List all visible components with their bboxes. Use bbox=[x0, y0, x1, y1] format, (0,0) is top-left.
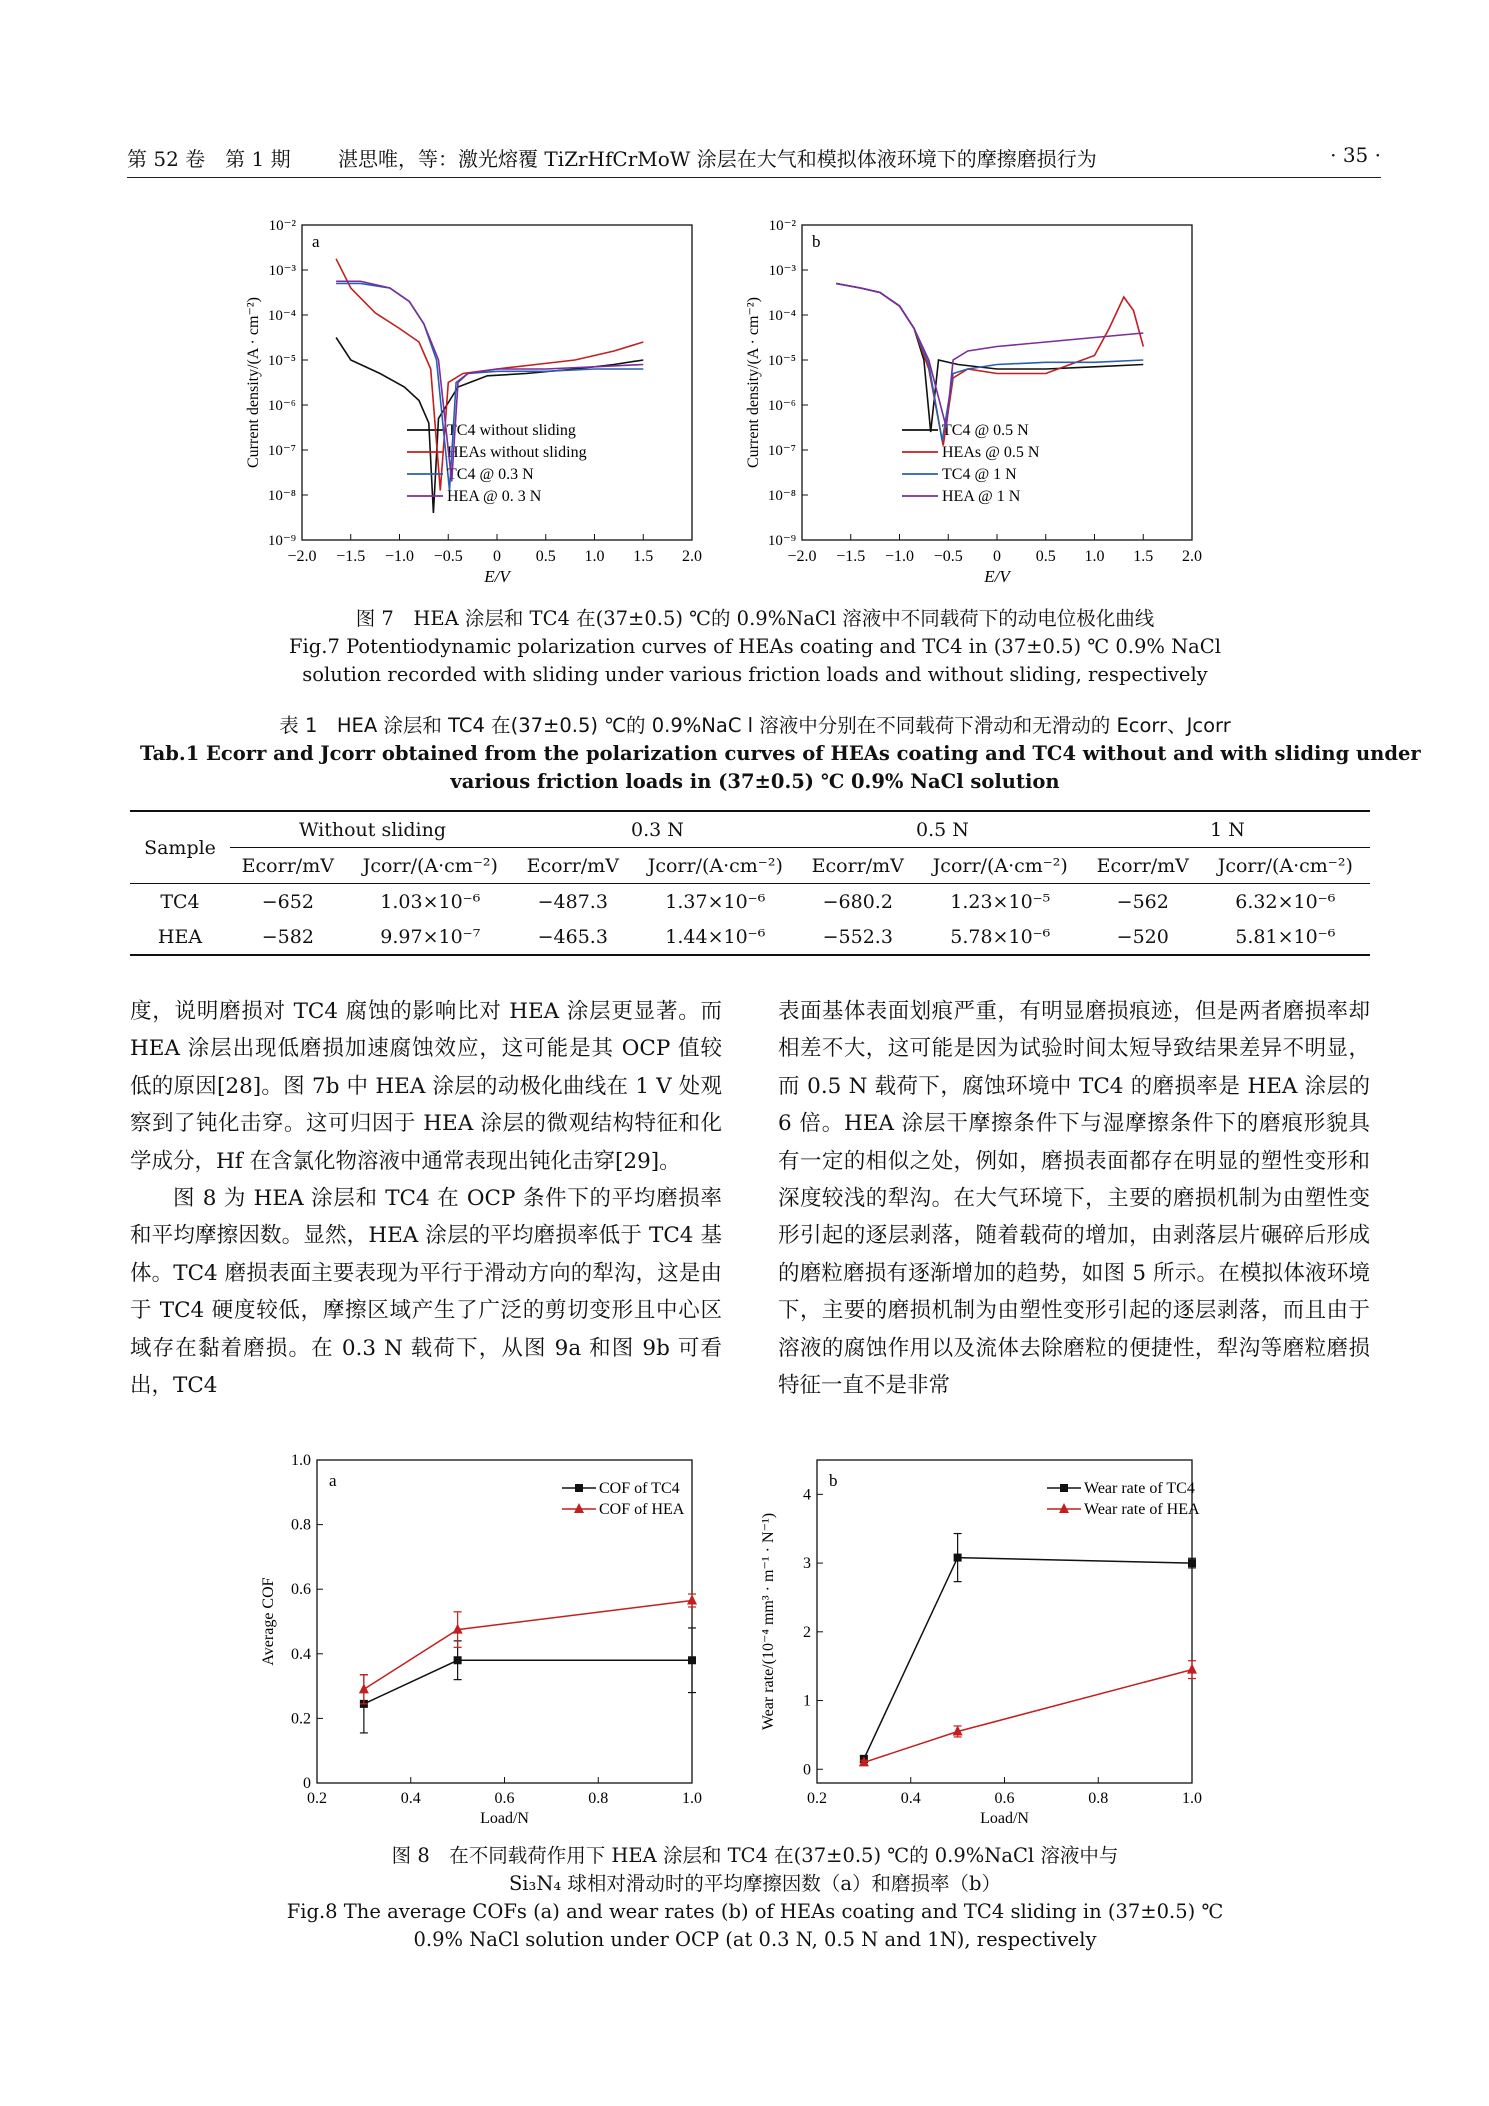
y-tick-label: 0.6 bbox=[291, 1581, 311, 1599]
legend-marker bbox=[575, 1484, 583, 1492]
y-tick-label: 10⁻⁷ bbox=[267, 443, 296, 459]
table-row bbox=[130, 884, 1370, 920]
legend-marker bbox=[1059, 1503, 1069, 1513]
table-cell: −552.3 bbox=[822, 925, 893, 948]
y-tick-label: 10⁻⁶ bbox=[767, 398, 796, 414]
panel-label: b bbox=[829, 1471, 838, 1490]
page-number: · 35 · bbox=[1330, 143, 1381, 167]
series-line bbox=[836, 284, 1143, 442]
y-tick-label: 10⁻⁸ bbox=[267, 488, 296, 504]
panel-label: b bbox=[812, 232, 821, 251]
series-line bbox=[364, 1660, 692, 1704]
y-tick-label: 4 bbox=[803, 1486, 811, 1504]
x-tick-label: 0.5 bbox=[1035, 548, 1056, 565]
x-tick-label: −0.5 bbox=[933, 548, 963, 565]
series-line bbox=[364, 1601, 692, 1690]
fig8-caption-cn-2: Si₃N₄ 球相对滑动时的平均摩擦因数（a）和磨损率（b） bbox=[508, 1872, 1002, 1895]
legend-label: Wear rate of TC4 bbox=[1084, 1480, 1195, 1497]
fig8-caption-en-1: Fig.8 The average COFs (a) and wear rates (b) of HEAs coating and TC4 sliding in (37±0.5) ℃ bbox=[286, 1900, 1224, 1923]
x-tick-label: 0.8 bbox=[1088, 1790, 1109, 1807]
table-cell: −680.2 bbox=[822, 890, 893, 913]
legend-label: TC4 @ 0.3 N bbox=[447, 466, 534, 483]
legend-label: HEAs without sliding bbox=[447, 444, 587, 461]
x-tick-label: −2.0 bbox=[787, 548, 817, 565]
panel-label: a bbox=[312, 232, 320, 251]
y-tick-label: 10⁻⁸ bbox=[767, 488, 796, 504]
fig8-caption-cn-1: 图 8 在不同载荷作用下 HEA 涂层和 TC4 在(37±0.5) ℃的 0.9%NaCl 溶液中与 bbox=[391, 1844, 1119, 1867]
fig7-caption bbox=[140, 605, 1370, 689]
y-tick-label: 10⁻⁵ bbox=[267, 353, 296, 369]
x-tick-label: −1.0 bbox=[384, 548, 415, 565]
y-tick-label: 10⁻⁷ bbox=[767, 443, 796, 459]
fig7-caption-cn: 图 7 HEA 涂层和 TC4 在(37±0.5) ℃的 0.9%NaCl 溶液中不同载荷下的动电位极化曲线 bbox=[355, 607, 1155, 630]
table-cell: −520 bbox=[1116, 925, 1169, 948]
x-tick-label: 1.5 bbox=[633, 548, 654, 565]
table-cell: −562 bbox=[1116, 890, 1169, 913]
table-group-header: 1 N bbox=[1085, 811, 1370, 848]
legend-label: HEA @ 0. 3 N bbox=[447, 488, 542, 505]
table-cell: 1.44×10⁻⁶ bbox=[665, 925, 766, 948]
y-tick-label: 10⁻³ bbox=[268, 263, 296, 279]
y-tick-label: 0 bbox=[803, 1761, 811, 1779]
x-tick-label: 2.0 bbox=[1182, 548, 1202, 565]
x-tick-label: 0.6 bbox=[994, 1790, 1015, 1807]
table-cell: 5.81×10⁻⁶ bbox=[1235, 925, 1336, 948]
fig7-caption-en-1: Fig.7 Potentiodynamic polarization curves of HEAs coating and TC4 in (37±0.5) ℃ 0.9% NaCl bbox=[289, 635, 1221, 658]
table-cell: 9.97×10⁻⁷ bbox=[380, 925, 481, 948]
table-cell: −465.3 bbox=[537, 925, 608, 948]
legend-marker bbox=[1060, 1484, 1068, 1492]
y-tick-label: 10⁻⁴ bbox=[767, 308, 796, 324]
table-cell: −652 bbox=[261, 890, 314, 913]
x-tick-label: −2.0 bbox=[287, 548, 317, 565]
x-tick-label: 1.0 bbox=[682, 1790, 702, 1807]
series-line bbox=[864, 1558, 1192, 1759]
y-tick-label: 3 bbox=[803, 1555, 811, 1573]
series-line bbox=[836, 284, 1143, 428]
data-point bbox=[688, 1656, 696, 1664]
x-tick-label: 0.2 bbox=[307, 1790, 327, 1807]
table-cell: 5.78×10⁻⁶ bbox=[950, 925, 1051, 948]
fig8-caption bbox=[140, 1842, 1370, 1954]
x-tick-label: 1.5 bbox=[1133, 548, 1154, 565]
y-tick-label: 0.4 bbox=[291, 1645, 311, 1663]
y-tick-label: 1 bbox=[803, 1692, 811, 1710]
data-point bbox=[454, 1656, 462, 1664]
y-tick-label: 10⁻⁴ bbox=[267, 308, 296, 324]
x-tick-label: 0.6 bbox=[494, 1790, 515, 1807]
table-sub-header: Jcorr/(A·cm⁻²) bbox=[362, 854, 498, 877]
table-sub-header: Jcorr/(A·cm⁻²) bbox=[932, 854, 1068, 877]
legend-label: TC4 without sliding bbox=[447, 422, 576, 439]
x-tick-label: 1.0 bbox=[1084, 548, 1105, 565]
fig8a-chart bbox=[245, 1450, 755, 1835]
body-paragraph: 表面基体表面划痕严重，有明显磨损痕迹，但是两者磨损率却相差不大，这可能是因为试验时间太短导致结果差异不明显，而 0.5 N 载荷下，腐蚀环境中 TC4 的磨损率是 HEA 涂层的 6 倍。HEA 涂层干摩擦条件下与湿摩擦条件下的磨痕形貌具有一定的相似之处，例如，磨损表面都存在明显的塑性变形和深度较浅的犁沟。在大气环境下，主要的磨损机制为由塑性变形引起的逐层剥落，随着载荷的增加，由剥落层片碾碎后形成的磨粒磨损有逐渐增加的趋势，如图 5 所示。在模拟体液环境下，主要的磨损机制为由塑性变形引起的逐层剥落，而且由于溶液的腐蚀作用以及流体去除磨粒的便捷性，犁沟等磨粒磨损特征一直不是非常 bbox=[778, 999, 1370, 1399]
table-cell: 6.32×10⁻⁶ bbox=[1235, 890, 1336, 913]
y-tick-label: 0.8 bbox=[291, 1516, 311, 1534]
journal-volume: 第 52 卷 第 1 期 bbox=[127, 147, 291, 171]
x-axis-label: E/V bbox=[484, 567, 510, 586]
running-title: 湛思唯，等：激光熔覆 TiZrHfCrMoW 涂层在大气和模拟体液环境下的摩擦磨损行为 bbox=[338, 147, 1097, 171]
x-tick-label: 0 bbox=[493, 548, 501, 565]
table-sub-header: Ecorr/mV bbox=[1096, 854, 1189, 877]
y-tick-label: 10⁻² bbox=[768, 218, 796, 234]
legend-marker bbox=[574, 1503, 584, 1513]
fig8b-chart bbox=[745, 1450, 1255, 1835]
y-tick-label: 10⁻² bbox=[268, 218, 296, 234]
legend-label: COF of HEA bbox=[599, 1501, 685, 1518]
fig7b-chart bbox=[740, 205, 1260, 595]
x-tick-label: 0.5 bbox=[535, 548, 556, 565]
x-tick-label: −1.5 bbox=[336, 548, 366, 565]
legend-label: HEAs @ 0.5 N bbox=[942, 444, 1040, 461]
table-cell: −487.3 bbox=[537, 890, 608, 913]
table-cell: TC4 bbox=[160, 890, 200, 913]
x-tick-label: 1.0 bbox=[1182, 1790, 1202, 1807]
table-cell: 1.23×10⁻⁵ bbox=[950, 890, 1051, 913]
x-tick-label: −1.0 bbox=[884, 548, 915, 565]
header-rule bbox=[127, 177, 1381, 178]
table1-title-en-1: Tab.1 Ecorr and Jcorr obtained from the polarization curves of HEAs coating and TC4 without and with sliding under bbox=[140, 742, 1421, 765]
x-tick-label: −0.5 bbox=[433, 548, 463, 565]
y-tick-label: 10⁻⁹ bbox=[767, 533, 796, 549]
y-tick-label: 10⁻³ bbox=[768, 263, 796, 279]
fig8-caption-en-2: 0.9% NaCl solution under OCP (at 0.3 N, 0.5 N and 1N), respectively bbox=[413, 1928, 1097, 1951]
table-group-header: 0.5 N bbox=[800, 811, 1085, 848]
y-axis-label: Average COF bbox=[260, 1577, 277, 1666]
y-axis-label: Wear rate/(10⁻⁴ mm³ · m⁻¹ · N⁻¹) bbox=[760, 1512, 777, 1731]
x-axis-label: E/V bbox=[984, 567, 1010, 586]
table-sub-header: Jcorr/(A·cm⁻²) bbox=[1217, 854, 1353, 877]
y-tick-label: 0.2 bbox=[291, 1710, 311, 1728]
table-sub-header: Ecorr/mV bbox=[526, 854, 619, 877]
x-tick-label: 0.4 bbox=[400, 1790, 421, 1807]
table-header-sample: Sample bbox=[144, 836, 216, 859]
legend-label: HEA @ 1 N bbox=[942, 488, 1021, 505]
fig7-caption-en-2: solution recorded with sliding under various friction loads and without sliding, respectively bbox=[302, 663, 1208, 686]
table1-title-en-2: various friction loads in (37±0.5) ℃ 0.9% NaCl solution bbox=[450, 770, 1060, 793]
x-tick-label: 0.8 bbox=[588, 1790, 609, 1807]
data-point bbox=[1187, 1664, 1197, 1674]
body-paragraph: 图 8 为 HEA 涂层和 TC4 在 OCP 条件下的平均磨损率和平均摩擦因数。显然，HEA 涂层的平均磨损率低于 TC4 基体。TC4 磨损表面主要表现为平行于滑动方向的犁沟，这是由于 TC4 硬度较低，摩擦区域产生了广泛的剪切变形且中心区域存在黏着磨损。在 0.3 N 载荷下，从图 9a 和图 9b 可看出，TC4 bbox=[130, 1186, 722, 1399]
y-axis-label: Current density/(A · cm⁻²) bbox=[745, 297, 762, 468]
data-point bbox=[954, 1554, 962, 1562]
body-column-left bbox=[130, 993, 722, 1404]
table-sub-header: Jcorr/(A·cm⁻²) bbox=[647, 854, 783, 877]
x-tick-label: −1.5 bbox=[836, 548, 866, 565]
table1-title-cn: 表 1 HEA 涂层和 TC4 在(37±0.5) ℃的 0.9%NaC l 溶液中分别在不同载荷下滑动和无滑动的 Ecorr、Jcorr bbox=[279, 714, 1231, 737]
legend-label: COF of TC4 bbox=[599, 1480, 680, 1497]
x-axis-label: Load/N bbox=[980, 1810, 1029, 1827]
series-line bbox=[836, 284, 1143, 433]
table-group-header: 0.3 N bbox=[515, 811, 800, 848]
table-row bbox=[130, 919, 1370, 955]
data-point bbox=[687, 1595, 697, 1605]
y-tick-label: 10⁻⁶ bbox=[267, 398, 296, 414]
table-group-header: Without sliding bbox=[230, 811, 515, 848]
table-cell: −582 bbox=[261, 925, 314, 948]
table-cell: HEA bbox=[157, 925, 203, 948]
legend-label: TC4 @ 1 N bbox=[942, 466, 1017, 483]
y-axis-label: Current density/(A · cm⁻²) bbox=[245, 297, 262, 468]
table-sub-header: Ecorr/mV bbox=[811, 854, 904, 877]
table-cell: 1.37×10⁻⁶ bbox=[665, 890, 766, 913]
legend-label: TC4 @ 0.5 N bbox=[942, 422, 1029, 439]
data-point bbox=[1188, 1559, 1196, 1567]
y-tick-label: 10⁻⁹ bbox=[267, 533, 296, 549]
x-tick-label: 0.4 bbox=[900, 1790, 921, 1807]
y-tick-label: 10⁻⁵ bbox=[767, 353, 796, 369]
y-tick-label: 2 bbox=[803, 1623, 811, 1641]
x-tick-label: 0 bbox=[993, 548, 1001, 565]
fig7a-chart bbox=[240, 205, 760, 595]
data-point bbox=[359, 1683, 369, 1693]
table-cell: 1.03×10⁻⁶ bbox=[380, 890, 481, 913]
table-sub-header: Ecorr/mV bbox=[241, 854, 334, 877]
legend-label: Wear rate of HEA bbox=[1084, 1501, 1200, 1518]
body-paragraph: 度，说明磨损对 TC4 腐蚀的影响比对 HEA 涂层更显著。而 HEA 涂层出现低磨损加速腐蚀效应，这可能是其 OCP 值较低的原因[28]。图 7b 中 HEA 涂层的动极化曲线在 1 V 处观察到了钝化击穿。这可归因于 HEA 涂层的微观结构特征和化学成分，Hf 在含氯化物溶液中通常表现出钝化击穿[29]。 bbox=[130, 999, 722, 1174]
panel-label: a bbox=[329, 1471, 337, 1490]
series-line bbox=[864, 1670, 1192, 1763]
body-column-right bbox=[778, 993, 1370, 1404]
y-tick-label: 0 bbox=[303, 1775, 311, 1792]
x-tick-label: 1.0 bbox=[584, 548, 605, 565]
y-tick-label: 1.0 bbox=[291, 1452, 311, 1469]
x-tick-label: 0.2 bbox=[807, 1790, 827, 1807]
x-tick-label: 2.0 bbox=[682, 548, 702, 565]
x-axis-label: Load/N bbox=[480, 1810, 529, 1827]
table1 bbox=[130, 810, 1370, 956]
table1-title bbox=[140, 712, 1421, 796]
